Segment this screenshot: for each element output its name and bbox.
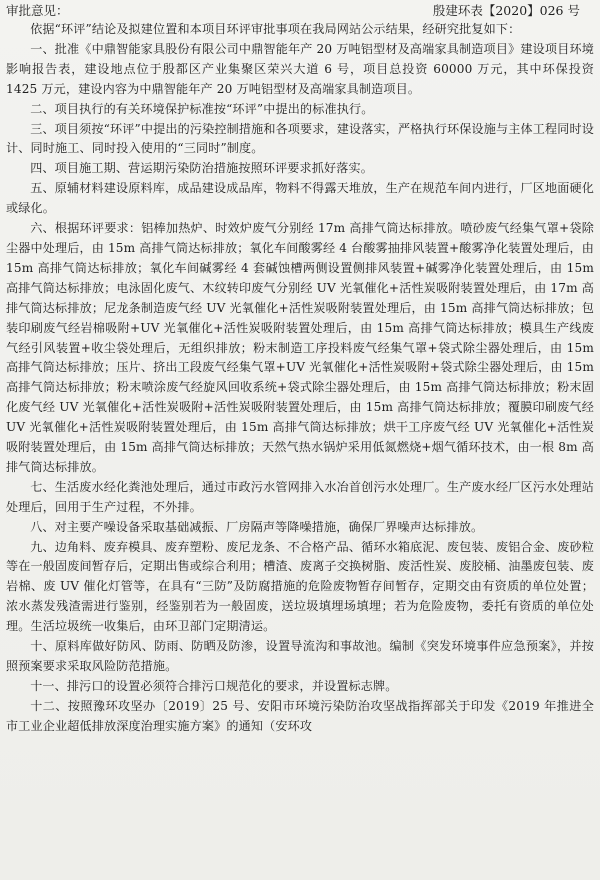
paragraph-9: 九、边角料、废弃模具、废弃塑粉、废尼龙条、不合格产品、循环水箱底泥、废包装、废铝合金、废砂粒等在一般固废间暂存后，定期出售或综合利用；槽渣、废离子交换树脂、废活性炭、废胶桶、油墨废包装、废岩棉、废 UV 催化灯管等，在具有“三防”及防腐措施的危险废物暂存间暂存，定期交由有资质的单位处置；浓水蒸发残渣需进行鉴别，经鉴别若为一般固废，送垃圾填埋场填埋；若为危险废物，委托有资质的单位处理。生活垃圾统一收集后，由环卫部门定期清运。 [6, 539, 594, 634]
paragraph-7: 七、生活废水经化粪池处理后，通过市政污水管网排入水冶首创污水处理厂。生产废水经厂区污水处理站处理后，回用于生产过程，不外排。 [6, 479, 594, 514]
document-header [6, 2, 594, 20]
document-number: 殷建环表【2020】026 号 [432, 3, 580, 18]
paragraph-12: 十二、按照豫环攻坚办〔2019〕25 号、安阳市环境污染防治攻坚战指挥部关于印发《2019 年推进全市工业企业超低排放深度治理实施方案》的通知（安环攻 [6, 698, 594, 733]
paragraph-1: 一、批准《中鼎智能家具股份有限公司中鼎智能年产 20 万吨铝型材及高端家具制造项目》建设项目环境影响报告表，建设地点位于殷都区产业集聚区荣兴大道 6 号，项目总投资 60000 万元，其中环保投资 1425 万元，建设内容为中鼎智能年产 20 万吨铝型材及高端家具制造项目。 [6, 41, 594, 96]
paragraph-4: 四、项目施工期、营运期污染防治措施按照环评要求抓好落实。 [30, 161, 374, 176]
paragraph-3: 三、项目须按“环评”中提出的污染控制措施和各项要求，建设落实，严格执行环保设施与主体工程同时设计、同时施工、同时投入使用的“三同时”制度。 [6, 121, 594, 156]
paragraph-11: 十一、排污口的设置必须符合排污口规范化的要求，并设置标志牌。 [30, 678, 398, 693]
paragraph-intro: 依据“环评”结论及拟建位置和本项目环评审批事项在我局网站公示结果，经研究批复如下： [30, 22, 521, 36]
paragraph-5: 五、原辅材料建设原料库，成品建设成品库，物料不得露天堆放，生产在规范车间内进行，厂区地面硬化或绿化。 [6, 181, 594, 216]
document-body [6, 20, 594, 737]
paragraph-10: 十、原料库做好防风、防雨、防晒及防渗，设置导流沟和事故池。编制《突发环境事件应急预案》，并按照预案要求采取风险防范措施。 [6, 639, 594, 673]
paragraph-2: 二、项目执行的有关环境保护标准按“环评”中提出的标准执行。 [30, 101, 374, 116]
paragraph-8: 八、对主要产噪设备采取基础减振、厂房隔声等降噪措施，确保厂界噪声达标排放。 [30, 519, 484, 534]
paragraph-6: 六、根据环评要求：铝棒加热炉、时效炉废气分别经 17m 高排气筒达标排放。喷砂废气经集气罩+袋除尘器中处理后，由 15m 高排气筒达标排放；氧化车间酸雾经 4 台酸雾抽排风装置+酸雾净化装置处理后，由 15m 高排气筒达标排放；氧化车间碱雾经 4 套碱蚀槽两侧设置侧排风装置+碱雾净化装置处理后，由 15m 高排气筒达标排放；电泳固化废气、木纹转印废气分别经 UV 光氧催化+活性炭吸附装置处理后，由 17m 高排气筒达标排放；尼龙条制造废气经 UV 光氧催化+活性炭吸附装置处理后，由 15m 高排气筒达标排放；包装印刷废气经岩棉吸附+UV 光氧催化+活性炭吸附装置处理后，由 15m 高排气筒达标排放；模具生产线废气经引风装置+收尘袋处理后，无组织排放；粉末制造工序投料废气经集气罩+袋式除尘器处理后，由 15m 高排气筒达标排放；压片、挤出工段废气经集气罩+UV 光氧催化+活性炭吸附+袋式除尘器处理后，由 15m 高排气筒达标排放；粉末喷涂废气经旋风回收系统+袋式除尘器处理后，由 15m 高排气筒达标排放；粉末固化废气经 UV 光氧催化+活性炭吸附+活性炭吸附装置处理后，由 15m 高排气筒达标排放；覆膜印刷废气经 UV 光氧催化+活性炭吸附装置处理后，由 15m 高排气筒达标排放；烘干工序废气经 UV 光氧催化+活性炭吸附装置处理后，由 15m 高排气筒达标排放；天然气热水锅炉采用低氮燃烧+烟气循环技术，由一根 8m 高排气筒达标排放。 [6, 221, 594, 474]
approval-opinion-title: 审批意见： [6, 3, 69, 18]
